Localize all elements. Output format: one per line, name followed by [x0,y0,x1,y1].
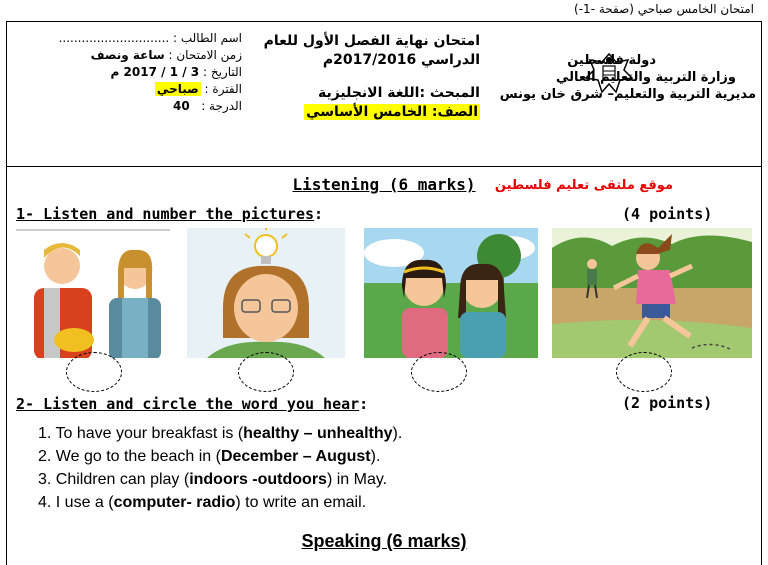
q1-number: 1- [16,205,44,223]
q2-item [38,468,402,491]
picture-man-woman [14,228,172,358]
picture-girl-jumping [552,228,752,358]
exam-title-line1: امتحان نهاية الفصل الأول للعام [263,33,480,49]
speaking-title: Speaking (6 marks) [301,531,467,551]
item-text-end: ) in May. [326,471,388,488]
directorate-name: مديرية التربية والتعليم– شرق خان يونس [499,87,756,102]
picture-two-girls [364,228,538,358]
duration-label: زمن الامتحان : [168,48,242,62]
answer-oval-3[interactable] [411,352,467,392]
item-choices[interactable]: computer- radio [113,494,236,511]
state-name: دولة فلسطين [567,53,656,68]
authority-block [496,52,756,103]
listening-title: Listening (6 marks) [292,175,476,194]
question-2-heading [16,395,368,413]
exam-title-line2: الدراسي 2017/2016م [322,52,480,68]
site-name: موقع ملتقى تعليم فلسطين [494,178,673,193]
ministry-name: وزارة التربية والتعليم العالي [555,70,736,85]
q2-colon: : [359,395,369,413]
answer-oval-4[interactable] [616,352,672,392]
answer-ovals [0,352,768,397]
q2-points: (2 points) [622,394,713,412]
item-choices[interactable]: indoors -outdoors [189,471,327,488]
item-text-end: ) to write an email. [235,494,367,511]
q2-item [38,445,402,468]
grade-line [22,98,242,115]
item-text: 2. We go to the beach in ( [38,448,221,465]
q2-item [38,491,402,514]
item-choices[interactable]: healthy – unhealthy [243,425,393,442]
student-info [22,30,242,115]
item-text: 4. I use a ( [38,494,114,511]
period-value: صباحي [156,82,199,96]
picture-girl-idea [187,228,345,358]
duration-line [22,47,242,64]
date-line [22,64,242,81]
subject: المبحث :اللغة الانجليزية [317,85,480,101]
q2-item [38,422,402,445]
item-text: 3. Children can play ( [38,471,190,488]
date-label: التاريخ : [202,65,242,79]
q1-colon: : [314,205,324,223]
q2-number: 2- [16,395,44,413]
duration-value: ساعة ونصف [90,48,165,62]
item-choices[interactable]: December – August [220,448,371,465]
answer-oval-2[interactable] [238,352,294,392]
period-label: الفترة : [204,82,242,96]
header-divider [6,166,762,167]
student-name-line: اسم الطالب : ............................. [58,31,242,45]
item-text-end: ). [392,425,403,442]
answer-oval-1[interactable] [66,352,122,392]
page-label: امتحان الخامس صباحي (صفحة -1-) [574,2,754,16]
q2-label: Listen and circle the word you hear [43,395,360,413]
item-text: 1. To have your breakfast is ( [38,425,244,442]
grade-value: 40 [173,99,190,113]
q1-points: (4 points) [622,205,713,223]
q2-items [38,422,402,514]
exam-title-block [258,32,480,122]
period-line [22,81,242,98]
class-label: الصف: الخامس الأساسي [306,104,478,120]
grade-label: الدرجة : [201,99,242,113]
date-value: 3 / 1 / 2017 م [110,65,200,79]
question-1-heading [16,205,323,223]
item-text-end: ). [370,448,381,465]
q1-label: Listen and number the pictures [43,205,315,223]
